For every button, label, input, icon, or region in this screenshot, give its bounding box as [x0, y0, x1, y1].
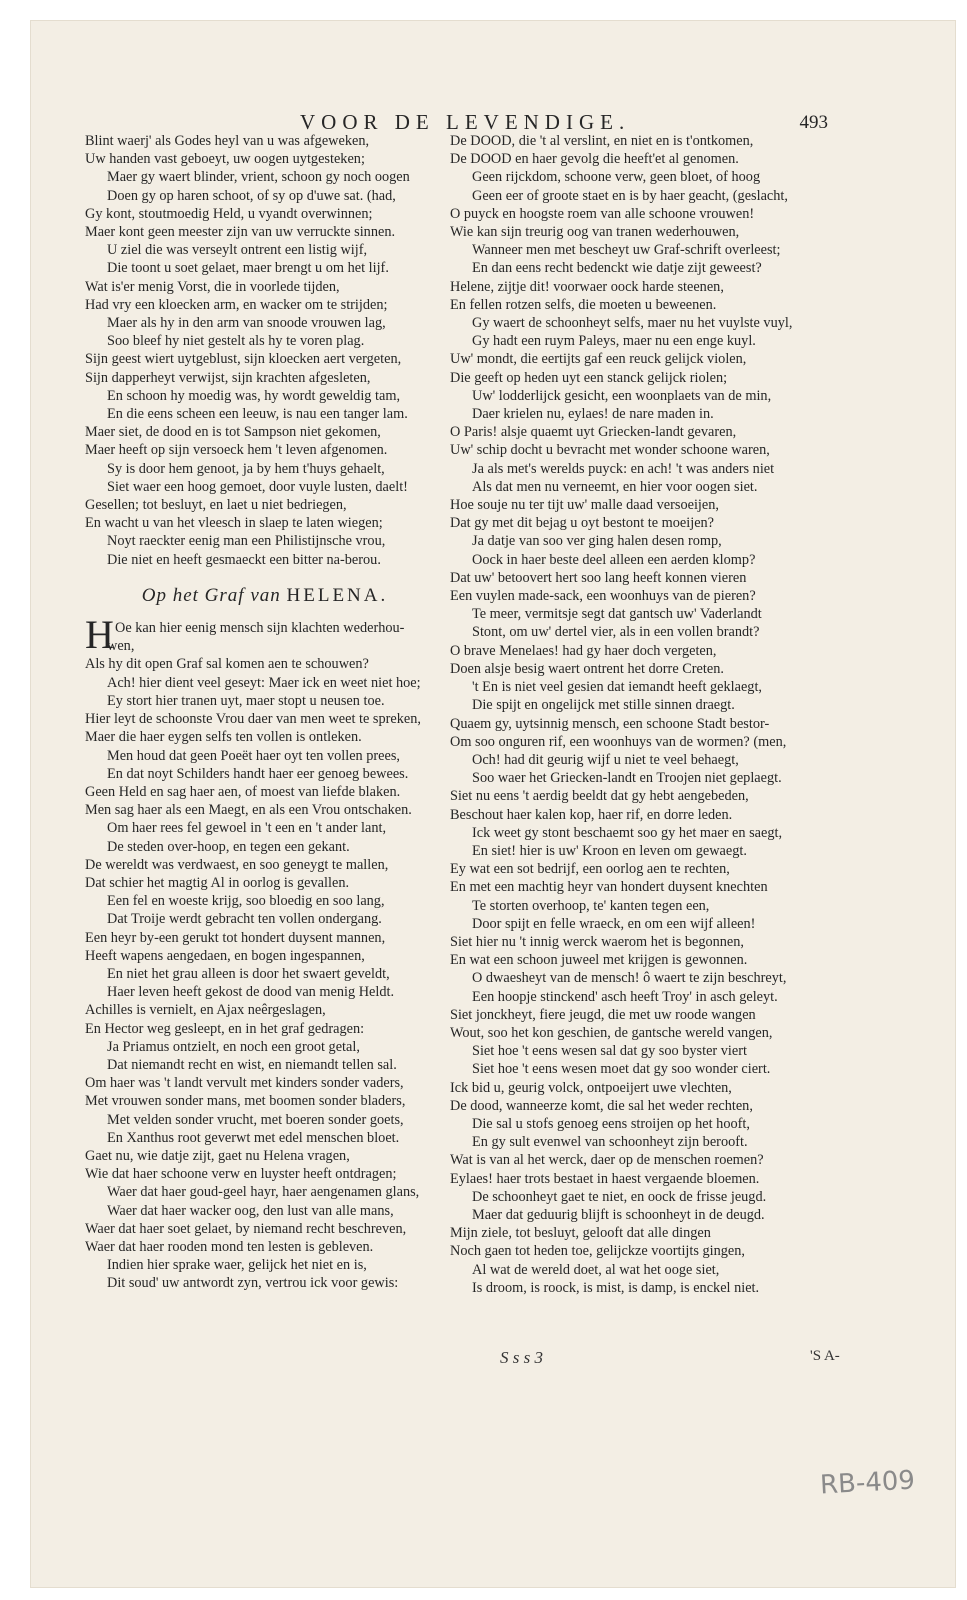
verse-line: Waer dat haer wacker oog, den lust van alle mans, — [107, 1202, 394, 1219]
verse-line: Wie dat haer schoone verw en luyster heeft ontdragen; — [85, 1166, 397, 1183]
verse-line: De DOOD, die 't al verslint, en niet en is t'ontkomen, — [450, 133, 754, 149]
samson-poem-ending — [85, 132, 445, 569]
verse-line: Uw' schip docht u bevracht met wonder schoone waren, — [450, 442, 770, 459]
verse-line: Men houd dat geen Poeët haer oyt ten vollen prees, — [107, 747, 400, 764]
verse-line: Dat Troije werdt gebracht ten vollen ondergang. — [107, 911, 382, 928]
verse-line: Als dat men nu verneemt, en hier voor oogen siet. — [472, 478, 758, 495]
drop-cap: H — [85, 612, 114, 658]
verse-line: Wout, soo het kon geschien, de gantsche wereld vangen, — [450, 1024, 773, 1041]
verse-line: Te storten overhoop, te' kanten tegen een, — [472, 897, 710, 914]
verse-line: Maer siet, de dood en is tot Sampson niet gekomen, — [85, 424, 381, 441]
verse-line: Een fel en woeste krijg, soo bloedig en soo lang, — [107, 893, 385, 910]
verse-line: Heeft wapens aengedaen, en bogen ingespannen, — [85, 947, 365, 964]
verse-line: De dood, wanneerze komt, die sal het weder rechten, — [450, 1097, 753, 1114]
verse-line: En dat noyt Schilders handt haer eer genoeg bewees. — [107, 765, 409, 782]
verse-line: Quaem gy, uytsinnig mensch, een schoone Stadt bestor- — [450, 715, 770, 732]
verse-line: Soo bleef hy niet gestelt als hy te voren plag. — [107, 333, 365, 350]
verse-line: Dat niemandt recht en wist, en niemandt tellen sal. — [107, 1056, 397, 1073]
verse-line: Om haer was 't landt vervult met kinders sonder vaders, — [85, 1075, 404, 1092]
verse-line: Siet nu eens 't aerdig beeldt dat gy hebt aengebeden, — [450, 788, 749, 805]
verse-line: Als hy dit open Graf sal komen aen te schouwen? — [85, 656, 369, 673]
verse-line: En Xanthus root geverwt met edel menschen bloet. — [107, 1129, 400, 1146]
catchword: 'S A- — [810, 1348, 840, 1364]
verse-line: En siet! hier is uw' Kroon en leven om gewaegt. — [472, 842, 747, 859]
verse-line: Wie kan sijn treurig oog van tranen wederhouwen, — [450, 224, 740, 241]
verse-line: Men sag haer als een Maegt, en als een Vrou ontschaken. — [85, 802, 412, 819]
poem-title-prefix: Op het Graf van — [141, 584, 281, 606]
verse-line: Mijn ziele, tot besluyt, gelooft dat alle dingen — [450, 1225, 711, 1242]
signature-mark: S s s 3 — [500, 1348, 543, 1367]
verse-line: Dat uw' betoovert hert soo lang heeft konnen vieren — [450, 569, 747, 586]
verse-line: Gy waert de schoonheyt selfs, maer nu het vuylste vuyl, — [472, 315, 793, 332]
verse-line: Ey stort hier tranen uyt, maer stopt u neusen toe. — [107, 692, 385, 709]
verse-line: En niet het grau alleen is door het swaert geveldt, — [107, 965, 390, 982]
verse-line: Gy kont, stoutmoedig Held, u vyandt overwinnen; — [85, 205, 373, 222]
verse-line: Waer dat haer rooden mond ten lesten is gebleven. — [85, 1238, 374, 1255]
verse-line: Och! had dit geurig wijf u niet te veel behaegt, — [472, 751, 739, 768]
verse-line: Uw' lodderlijck gesicht, een woonplaets van de min, — [472, 387, 772, 404]
verse-line: Oock in haer beste deel alleen een aerden klomp? — [472, 551, 756, 568]
verse-line: Soo waer het Griecken-landt en Troojen niet geplaegt. — [472, 770, 782, 787]
verse-line: En dan eens recht bedenckt wie datje zijt geweest? — [472, 260, 762, 277]
verse-line: Sijn dapperheyt verwijst, sijn krachten afgesleten, — [85, 369, 371, 386]
verse-line: wen, — [107, 638, 135, 655]
verse-line: Doen gy op haren schoot, of sy op d'uwe sat. (had, — [107, 187, 396, 204]
verse-line: U ziel die was verseylt ontrent een listig wijf, — [107, 242, 368, 259]
verse-line: Die sal u stofs genoeg eens stroijen op het hooft, — [472, 1115, 750, 1132]
verse-line: Gaet nu, wie datje zijt, gaet nu Helena vragen, — [85, 1147, 350, 1164]
verse-line: En wacht u van het vleesch in slaep te laten wiegen; — [85, 515, 383, 532]
verse-line: Beschout haer kalen kop, haer rif, en dorre leden. — [450, 806, 733, 823]
verse-line: De DOOD en haer gevolg die heeft'et al genomen. — [450, 151, 739, 168]
verse-line: Ja datje van soo ver ging halen desen romp, — [472, 533, 722, 550]
verse-line: En fellen rotzen selfs, die moeten u beweenen. — [450, 296, 717, 313]
verse-line: Helene, zijtje dit! voorwaer oock harde steenen, — [450, 278, 724, 295]
verse-line: Ick weet gy stont beschaemt soo gy het maer en saegt, — [472, 824, 783, 841]
verse-line: Een hoopje stinckend' asch heeft Troy' in asch geleyt. — [472, 988, 778, 1005]
verse-line: Ick bid u, geurig volck, ontpoeijert uwe vlechten, — [450, 1079, 732, 1096]
verse-line: Ey wat een sot bedrijf, een oorlog aen te rechten, — [450, 861, 730, 878]
poem-title-name: HELENA. — [286, 584, 389, 606]
verse-line: En gy sult evenwel van schoonheyt zijn berooft. — [472, 1134, 748, 1151]
verse-line: En Hector weg gesleept, en in het graf gedragen: — [85, 1020, 365, 1037]
verse-line: Waer dat haer soet gelaet, by niemand recht beschreven, — [85, 1220, 407, 1237]
helena-poem-body — [85, 637, 445, 1292]
verse-line: Maer kont geen meester zijn van uw verruckte sinnen. — [85, 224, 396, 241]
verse-line: Maer dat geduurig blijft is schoonheyt in de deugd. — [472, 1206, 765, 1223]
verse-line: Die toont u soet gelaet, maer brengt u om het lijf. — [107, 260, 389, 277]
verse-line: En schoon hy moedig was, hy wordt geweldig tam, — [107, 387, 401, 404]
verse-line: Maer als hy in den arm van snoode vrouwen lag, — [107, 315, 386, 332]
verse-line: 't En is niet veel gesien dat iemandt heeft geklaegt, — [472, 679, 763, 696]
verse-line: Geen eer of groote staet en is by haer geacht, (geslacht, — [472, 187, 788, 204]
verse-line: O Paris! alsje quaemt uyt Griecken-landt gevaren, — [450, 424, 737, 441]
verse-line: Uw' mondt, die eertijts gaf een reuck gelijck violen, — [450, 351, 747, 368]
verse-line: Dit soud' uw antwordt zyn, vertrou ick voor gewis: — [107, 1275, 399, 1292]
verse-line: Ja Priamus ontzielt, en noch een groot getal, — [107, 1038, 360, 1055]
verse-line: Sijn geest wiert uytgeblust, sijn kloecken aert vergeten, — [85, 351, 402, 368]
verse-line: Om soo onguren rif, een woonhuys van de wormen? (men, — [450, 733, 787, 750]
verse-line: En die eens scheen een leeuw, is nau een tanger lam. — [107, 406, 408, 423]
verse-line: O dwaesheyt van de mensch! ô waert te zijn beschreyt, — [472, 970, 787, 987]
verse-line: Siet jonckheyt, fiere jeugd, die met uw roode wangen — [450, 1006, 756, 1023]
verse-line: Siet hier nu 't innig werck waerom het is begonnen, — [450, 933, 745, 950]
page-sheet — [30, 20, 956, 1588]
verse-line: Had vry een kloecken arm, en wacker om te strijden; — [85, 296, 388, 313]
verse-line: Gesellen; tot besluyt, en laet u niet bedriegen, — [85, 497, 347, 514]
verse-line: Uw handen vast geboeyt, uw oogen uytgesteken; — [85, 151, 365, 168]
verse-line: Doen alsje besig waert ontrent het dorre Creten. — [450, 660, 724, 677]
verse-line: Achilles is vernielt, en Ajax neêrgeslagen, — [85, 1002, 326, 1019]
verse-line: Dat schier het magtig Al in oorlog is gevallen. — [85, 874, 350, 891]
poem-title — [85, 584, 445, 606]
verse-line: Ach! hier dient veel geseyt: Maer ick en weet niet hoe; — [107, 674, 421, 691]
verse-line: En met een machtig heyr van hondert duysent knechten — [450, 879, 768, 896]
page-header — [30, 92, 956, 132]
verse-line: Maer gy waert blinder, vrient, schoon gy noch oogen — [107, 169, 410, 186]
verse-line: Die geeft op heden uyt een stanck gelijck riolen; — [450, 369, 728, 386]
page-number: 493 — [799, 112, 828, 133]
verse-line: Noyt raeckter eenig man een Philistijnsche vrou, — [107, 533, 386, 550]
verse-line: Geen rijckdom, schoone verw, geen bloet, of hoog — [472, 169, 761, 186]
verse-line: Maer heeft op sijn versoeck hem 't leven afgenomen. — [85, 442, 388, 459]
verse-line: Maer die haer eygen selfs ten vollen is ontleken. — [85, 729, 362, 746]
verse-line: Een heyr by-een gerukt tot hondert duysent mannen, — [85, 929, 386, 946]
page-footer — [30, 1344, 956, 1374]
verse-line: Geen Held en sag haer aen, of moest van liefde blaken. — [85, 783, 401, 800]
verse-line: Daer krielen nu, eylaes! de nare maden in. — [472, 406, 714, 423]
verse-line: Haer leven heeft gekost de dood van menig Heldt. — [107, 984, 395, 1001]
verse-line: Een vuylen made-sack, een woonhuys van de pieren? — [450, 588, 756, 605]
verse-line: Indien hier sprake waer, gelijck het niet en is, — [107, 1257, 367, 1274]
verse-line: De wereldt was verdwaest, en soo geneygt te mallen, — [85, 856, 389, 873]
verse-line: Met vrouwen sonder mans, met boomen sonder bladers, — [85, 1093, 406, 1110]
verse-line: Wanneer men met bescheyt uw Graf-schrift overleest; — [472, 242, 781, 259]
verse-line: Eylaes! haer trots bestaet in haest vergaende bloemen. — [450, 1170, 760, 1187]
verse-line: Hoe souje nu ter tijt uw' malle daad versoeijen, — [450, 497, 719, 514]
verse-line: Siet waer een hoog gemoet, door vuyle lusten, daelt! — [107, 478, 408, 495]
verse-line: Te meer, vermitsje segt dat gantsch uw' Vaderlandt — [472, 606, 762, 623]
handwritten-shelf-mark: RB-409 — [819, 1465, 916, 1501]
verse-line: En wat een schoon juweel met krijgen is gewonnen. — [450, 952, 748, 969]
verse-line: Ja als met's werelds puyck: en ach! 't was anders niet — [472, 460, 775, 477]
verse-line: Met velden sonder vrucht, met boeren sonder goets, — [107, 1111, 404, 1128]
verse-line: Blint waerj' als Godes heyl van u was afgeweken, — [85, 133, 370, 149]
verse-line: Siet hoe 't eens wesen sal dat gy soo byster viert — [472, 1043, 747, 1060]
verse-line: Stont, om uw' dertel vier, als in een vollen brandt? — [472, 624, 760, 641]
verse-line: Gy hadt een ruym Paleys, maer nu een enge kuyl. — [472, 333, 756, 350]
verse-line: Hier leyt de schoonste Vrou daer van men weet te spreken, — [85, 711, 421, 728]
verse-line: Die spijt en ongelijck met stille sinnen draegt. — [472, 697, 735, 714]
verse-line: De schoonheyt gaet te niet, en oock de frisse jeugd. — [472, 1188, 767, 1205]
verse-line: Wat is'er menig Vorst, die in voorlede tijden, — [85, 278, 340, 295]
left-column — [85, 132, 445, 1293]
verse-line: De steden over-hoop, en tegen een gekant. — [107, 838, 350, 855]
helena-poem-continuation — [450, 132, 810, 1297]
verse-line: Waer dat haer goud-geel hayr, haer aengenamen glans, — [107, 1184, 420, 1201]
verse-line: Dat gy met dit bejag u oyt bestont te moeijen? — [450, 515, 715, 532]
verse-line: Om haer rees fel gewoel in 't een en 't ander lant, — [107, 820, 387, 837]
verse-line: Noch gaen tot heden toe, gelijckze voortijts gingen, — [450, 1243, 745, 1260]
verse-line: O brave Menelaes! had gy haer doch vergeten, — [450, 642, 717, 659]
verse-line: Die niet en heeft gesmaeckt een bitter na-berou. — [107, 551, 381, 568]
right-column — [450, 132, 810, 1297]
first-line-text: Oe kan hier eenig mensch sijn klachten wederhou- — [115, 620, 405, 637]
verse-line: Siet hoe 't eens wesen moet dat gy soo wonder ciert. — [472, 1061, 771, 1078]
verse-line: Wat is van al het werck, daer op de menschen roemen? — [450, 1152, 764, 1169]
verse-line: Al wat de wereld doet, al wat het ooge siet, — [472, 1261, 720, 1278]
verse-line: Door spijt en felle wraeck, en om een wijf alleen! — [472, 915, 756, 932]
verse-line: Sy is door hem genoot, ja by hem t'huys gehaelt, — [107, 460, 385, 477]
verse-line: O puyck en hoogste roem van alle schoone vrouwen! — [450, 205, 755, 222]
running-title: VOOR DE LEVENDIGE. — [300, 110, 631, 134]
verse-line: Is droom, is roock, is mist, is damp, is enckel niet. — [472, 1279, 760, 1296]
